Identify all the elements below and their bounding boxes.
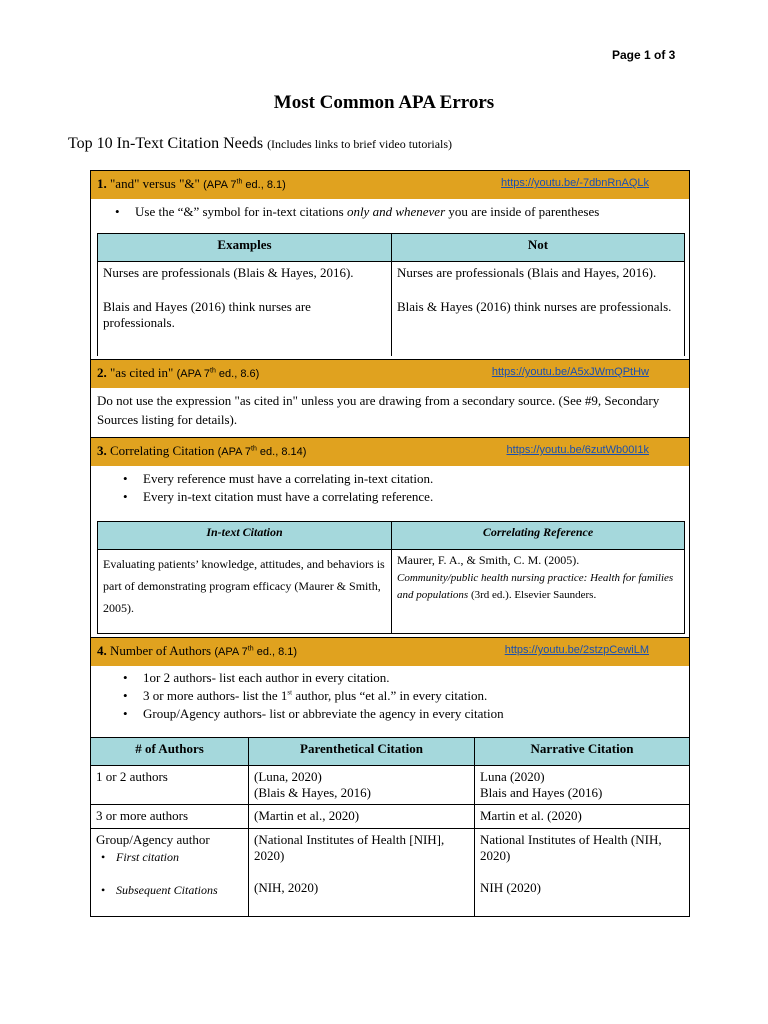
section-body: Do not use the expression "as cited in" unless you are drawing from a secondary source. (See #9, Secondary Sources listing for details). (97, 393, 660, 427)
subtitle-main: Top 10 In-Text Citation Needs (68, 135, 264, 152)
parenthetical-cell: (Martin et al., 2020) (249, 805, 475, 829)
subtitle-note: (Includes links to brief video tutorials) (267, 137, 453, 151)
list-item: • First citation (101, 850, 179, 864)
reference-cell: Maurer, F. A., & Smith, C. M. (2005). Community/public health nursing practice: Health for families and populations (3rd ed.). Elsevier Saunders. (392, 550, 685, 634)
table-row (91, 829, 690, 917)
parenthetical-header: Parenthetical Citation (249, 738, 475, 766)
authors-header: # of Authors (91, 738, 249, 766)
section-4-header (91, 638, 689, 666)
parenthetical-cell: (Luna, 2020) (Blais & Hayes, 2016) (249, 766, 475, 805)
table-row (91, 766, 690, 805)
in-text-header: In-text Citation (98, 522, 392, 550)
bullet-item: • 3 or more authors- list the 1st author, plus “et al.” in every citation. (143, 688, 487, 704)
bullet-item: • Every in-text citation must have a correlating reference. (143, 489, 433, 505)
section-number: 4. (97, 643, 107, 658)
page-subtitle (68, 135, 452, 153)
narrative-cell: Martin et al. (2020) (475, 805, 690, 829)
section-2 (90, 359, 690, 438)
narrative-cell: Luna (2020) Blais and Hayes (2016) (475, 766, 690, 805)
section-2-header (91, 360, 689, 388)
not-header: Not (392, 234, 685, 262)
bullet-item: • Use the “&” symbol for in-text citations only and whenever you are inside of parentheses (135, 204, 599, 220)
list-item: • Subsequent Citations (101, 883, 218, 897)
section-1 (90, 170, 690, 360)
section-title: "and" versus "&" (110, 176, 200, 191)
in-text-cell: Evaluating patients’ knowledge, attitudes, and behaviors is part of demonstrating program efficacy (Maurer & Smith, 2005). (98, 550, 392, 634)
authors-cell: 1 or 2 authors (91, 766, 249, 805)
bullet-item: • Every reference must have a correlating in-text citation. (143, 471, 433, 487)
parenthetical-cell: (National Institutes of Health [NIH], 2020) (NIH, 2020) (249, 829, 475, 917)
section-number: 2. (97, 365, 107, 380)
section-title: Correlating Citation (110, 443, 215, 458)
section-number: 1. (97, 176, 107, 191)
section-title: Number of Authors (110, 643, 212, 658)
section-1-header (91, 171, 689, 199)
authors-cell: 3 or more authors (91, 805, 249, 829)
citation-table (97, 521, 685, 634)
video-link[interactable]: https://youtu.be/A5xJWmQPtHw (491, 366, 649, 378)
apa-reference: (APA 7th ed., 8.14) (217, 445, 307, 458)
narrative-cell: National Institutes of Health (NIH, 2020) NIH (2020) (475, 829, 690, 917)
page-number: Page 1 of 3 (612, 48, 676, 62)
not-cell: Nurses are professionals (Blais and Hayes, 2016). Blais & Hayes (2016) think nurses are professionals. (392, 262, 685, 356)
page-title: Most Common APA Errors (273, 92, 495, 113)
video-link[interactable]: https://youtu.be/6zutWb00I1k (506, 444, 649, 456)
table-row (91, 805, 690, 829)
examples-cell: Nurses are professionals (Blais & Hayes, 2016). Blais and Hayes (2016) think nurses are professionals. (98, 262, 392, 356)
authors-cell: Group/Agency author • First citation • Subsequent Citations (91, 829, 249, 917)
narrative-header: Narrative Citation (475, 738, 690, 766)
section-title: "as cited in" (110, 365, 174, 380)
examples-header: Examples (98, 234, 392, 262)
examples-table (97, 233, 685, 356)
video-link[interactable]: https://youtu.be/-7dbnRnAQLk (501, 177, 649, 189)
section-number: 3. (97, 443, 107, 458)
apa-reference: (APA 7th ed., 8.6) (176, 367, 260, 380)
bullet-item: • Group/Agency authors- list or abbreviate the agency in every citation (143, 706, 504, 722)
authors-table (90, 737, 690, 917)
section-3-header (91, 438, 689, 466)
bullet-item: • 1or 2 authors- list each author in every citation. (143, 670, 390, 686)
section-4 (90, 637, 690, 737)
video-link[interactable]: https://youtu.be/2stzpCewiLM (504, 644, 649, 656)
reference-header: Correlating Reference (392, 522, 685, 550)
section-3 (90, 438, 690, 638)
apa-reference: (APA 7th ed., 8.1) (203, 178, 286, 191)
apa-reference: (APA 7th ed., 8.1) (214, 645, 298, 658)
